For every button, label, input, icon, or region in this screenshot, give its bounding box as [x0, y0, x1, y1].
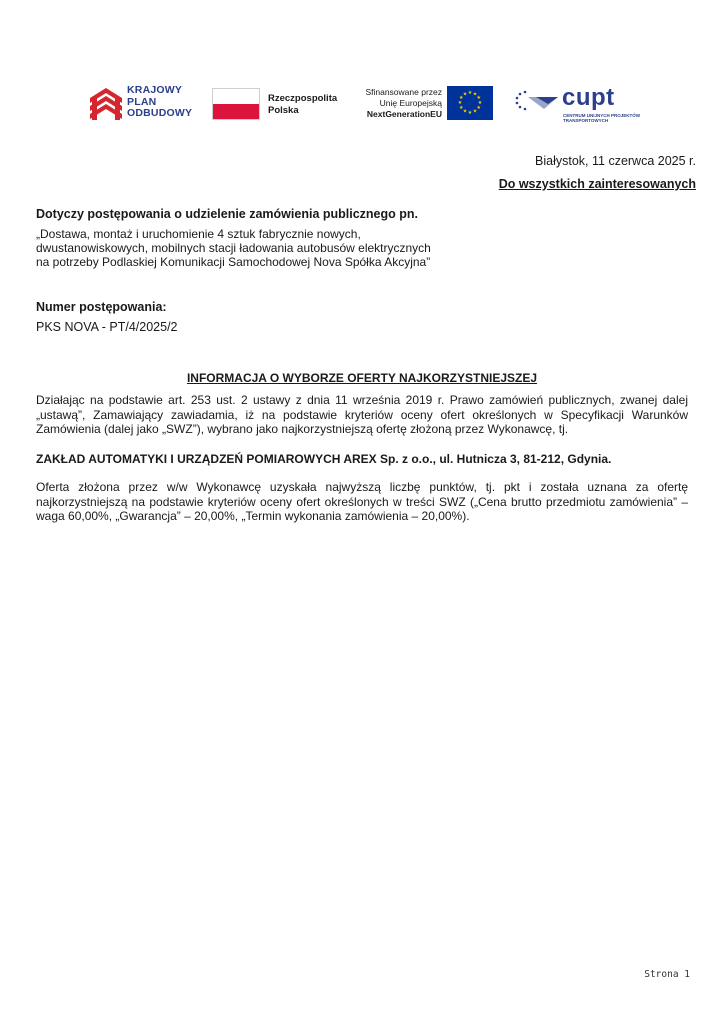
svg-text:★: ★ [459, 95, 464, 101]
svg-text:★: ★ [462, 108, 468, 115]
selected-contractor: ZAKŁAD AUTOMATYKI I URZĄDZEŃ POMIAROWYCH AREX Sp. z o.o., ul. Hutnicza 3, 81-212, Gdynia. [36, 452, 612, 466]
letter-date: Białystok, 11 czerwca 2025 r. [535, 154, 696, 168]
svg-text:★: ★ [476, 95, 481, 101]
paragraph-scoring: Oferta złożona przez w/w Wykonawcę uzyskała najwyższą liczbę punktów, tj. pkt i została uznana za ofertę najkorzystniejszą na podstawie kryteriów oceny ofert określonych w treści SWZ („Cena brutto przedmiotu zamówienia” – waga 60,00%, „Gwarancja” – 20,00%, „Termin wykonania zamówienia – 20,00%). [36, 480, 688, 523]
eu-funding-text: Sfinansowane przez Unię Europejską NextGenerationEU [365, 87, 442, 119]
svg-text:★: ★ [467, 110, 473, 116]
kpo-emblem-icon [90, 84, 122, 124]
proceeding-number-label: Numer postępowania: [36, 300, 167, 314]
cupt-emblem-icon [514, 88, 560, 112]
svg-text:★: ★ [467, 90, 473, 96]
kpo-logo-text: KRAJOWY PLAN ODBUDOWY [127, 84, 193, 119]
svg-text:★: ★ [476, 105, 481, 111]
eu-flag-icon [447, 86, 493, 120]
subject-heading: Dotyczy postępowania o udzielenie zamówienia publicznego pn. [36, 207, 418, 221]
paragraph-selection-basis: Działając na podstawie art. 253 ust. 2 ustawy z dnia 11 września 2019 r. Prawo zamówień publicznych, zwanej dalej „ustawą”, Zamawiający zawiadamia, iż na podstawie kryteriów oceny ofert określonych w Specyfikacji Warunków Zamówienia (dalej jako „SWZ”), wybrano jako najkorzystniejszą ofertę złożoną przez Wykonawcę, tj. [36, 393, 688, 436]
document-title: INFORMACJA O WYBORZE OFERTY NAJKORZYSTNIEJSZEJ [186, 371, 538, 385]
letter-recipients: Do wszystkich zainteresowanych [498, 177, 696, 191]
subject-body: „Dostawa, montaż i uruchomienie 4 sztuk fabrycznie nowych, dwustanowiskowych, mobilnych stacji ładowania autobusów elektrycznych na potrzeby Podlaskiej Komunikacji Samochodowej Nova Spółka Akcyjna” [36, 227, 431, 269]
poland-flag-icon [212, 88, 260, 120]
svg-text:★: ★ [457, 100, 463, 106]
svg-text:★: ★ [459, 105, 464, 111]
cupt-logo-text: cupt [562, 84, 615, 111]
page-number: Strona 1 [644, 969, 690, 980]
svg-text:★: ★ [462, 91, 468, 98]
proceeding-number: PKS NOVA - PT/4/2025/2 [36, 320, 178, 334]
poland-logo-text: Rzeczpospolita Polska [268, 93, 338, 116]
cupt-logo-subtext: CENTRUM UNIJNYCH PROJEKTÓW TRANSPORTOWYCH [563, 113, 641, 123]
svg-text:★: ★ [472, 108, 478, 115]
svg-text:★: ★ [477, 100, 483, 106]
svg-text:★: ★ [472, 91, 478, 98]
